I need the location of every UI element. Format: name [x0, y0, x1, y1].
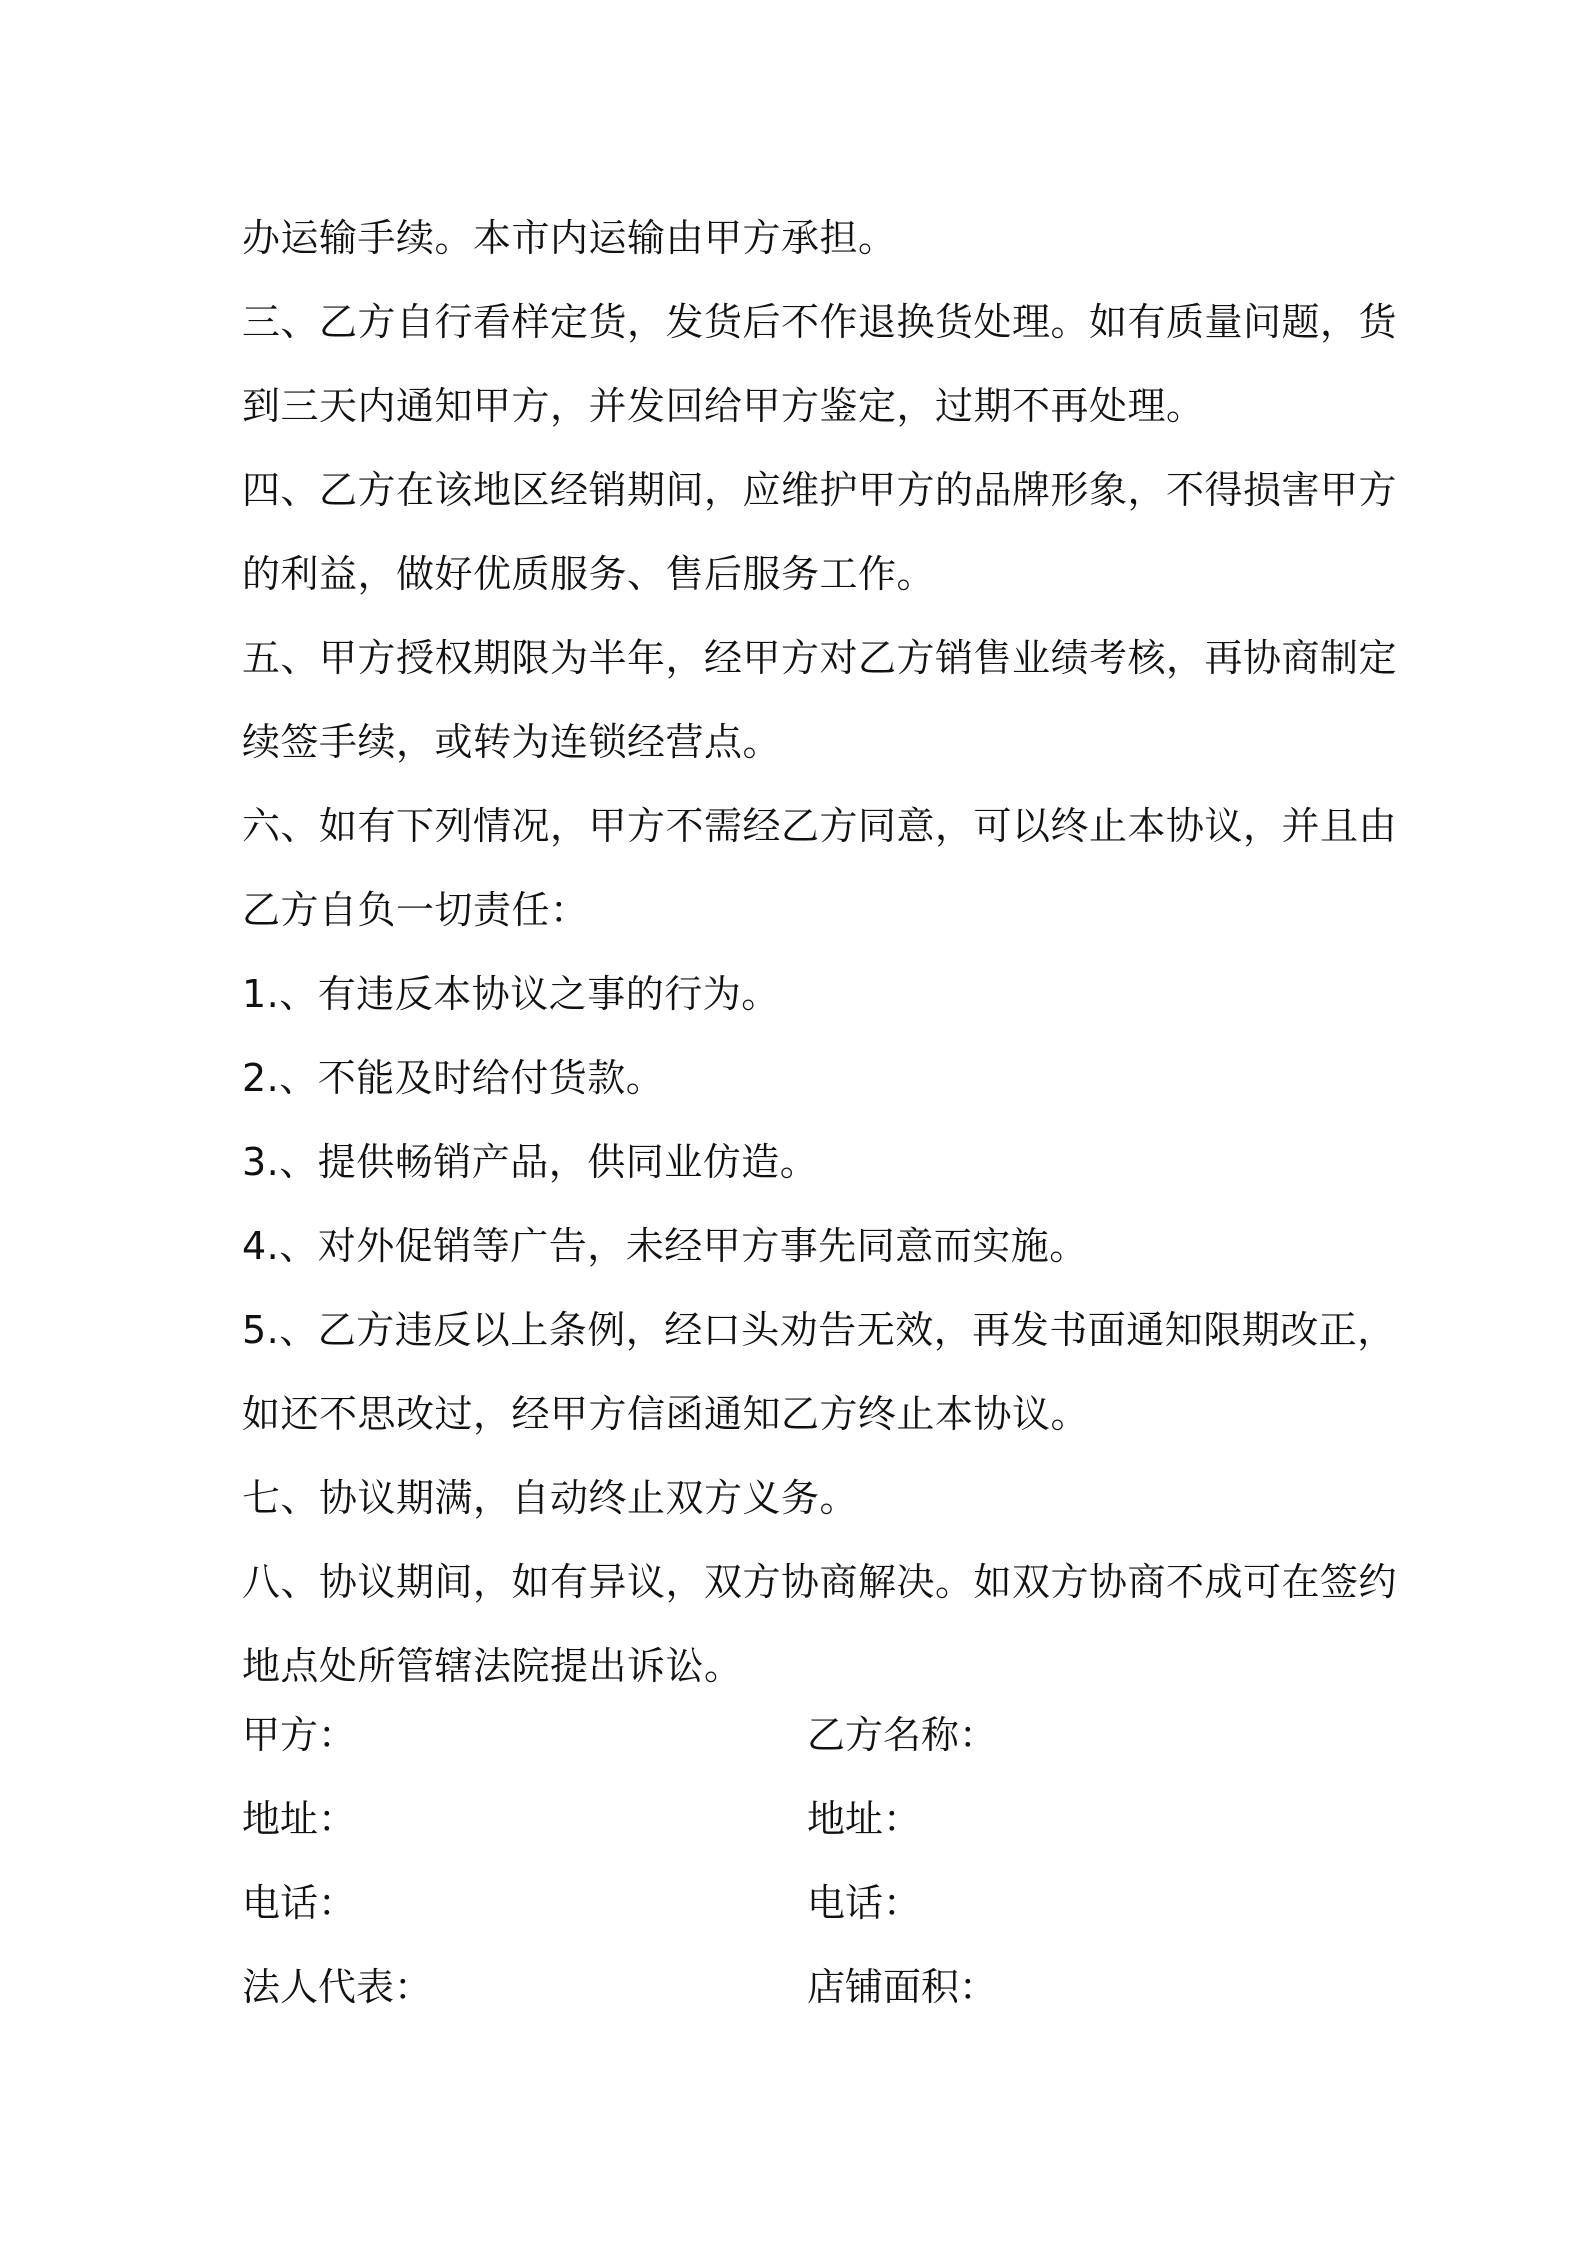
party-a-name-label: 甲方：	[242, 1713, 357, 1757]
store-area-label: 店铺面积：	[807, 1965, 998, 2009]
body-line: 六、如有下列情况，甲方不需经乙方同意，可以终止本协议，并且由	[242, 804, 1398, 848]
body-line: 4.、对外促销等广告，未经甲方事先同意而实施。	[242, 1224, 1088, 1268]
body-line: 到三天内通知甲方，并发回给甲方鉴定，过期不再处理。	[242, 384, 1205, 428]
body-line: 如还不思改过，经甲方信函通知乙方终止本协议。	[242, 1392, 1090, 1436]
body-line: 三、乙方自行看样定货，发货后不作退换货处理。如有质量问题，货	[242, 300, 1398, 344]
signature-row	[242, 1861, 1362, 1945]
legal-representative-label: 法人代表：	[242, 1965, 433, 2009]
contract-body	[242, 196, 1398, 1708]
body-line: 2.、不能及时给付货款。	[242, 1056, 665, 1100]
party-a-phone-label: 电话：	[242, 1881, 357, 1925]
body-line: 乙方自负一切责任：	[242, 888, 589, 932]
signature-block	[242, 1693, 1362, 2029]
party-b-address-label: 地址：	[807, 1797, 922, 1841]
body-line: 的利益，做好优质服务、售后服务工作。	[242, 552, 936, 596]
body-line: 1.、有违反本协议之事的行为。	[242, 972, 780, 1016]
body-line: 办运输手续。本市内运输由甲方承担。	[242, 216, 897, 260]
body-line: 五、甲方授权期限为半年，经甲方对乙方销售业绩考核，再协商制定	[242, 636, 1398, 680]
signature-row	[242, 1777, 1362, 1861]
party-b-name-label: 乙方名称：	[807, 1713, 998, 1757]
body-line: 3.、提供畅销产品，供同业仿造。	[242, 1140, 819, 1184]
body-line: 四、乙方在该地区经销期间，应维护甲方的品牌形象，不得损害甲方	[242, 468, 1398, 512]
signature-row	[242, 1693, 1362, 1777]
body-line: 七、协议期满，自动终止双方义务。	[242, 1476, 859, 1520]
signature-row	[242, 1945, 1362, 2029]
party-a-address-label: 地址：	[242, 1797, 357, 1841]
body-line: 5.、乙方违反以上条例，经口头劝告无效，再发书面通知限期改正，	[242, 1308, 1396, 1352]
body-line: 八、协议期间，如有异议，双方协商解决。如双方协商不成可在签约	[242, 1560, 1398, 1604]
party-b-phone-label: 电话：	[807, 1881, 922, 1925]
body-line: 地点处所管辖法院提出诉讼。	[242, 1644, 743, 1688]
body-line: 续签手续，或转为连锁经营点。	[242, 720, 782, 764]
